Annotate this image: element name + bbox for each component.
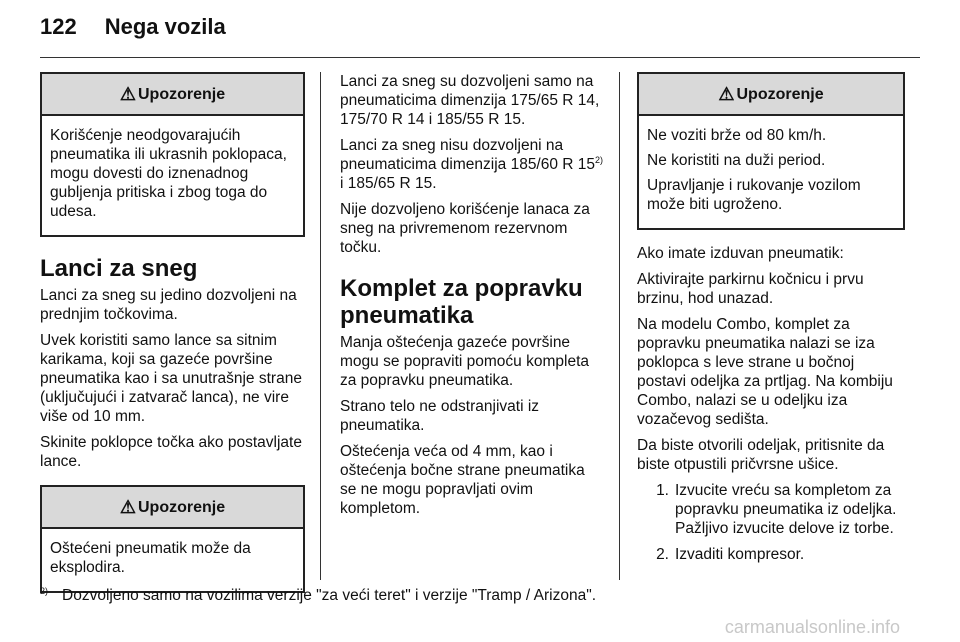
- paragraph: Aktivirajte parkirnu kočnicu i prvu brzinu, hod unazad.: [637, 271, 864, 307]
- list-item: [637, 481, 905, 538]
- section-heading: Komplet za popravku pneumatika: [340, 275, 583, 329]
- warning-box: [40, 72, 305, 237]
- warning-text: Ne koristiti na duži period.: [647, 152, 826, 169]
- footnote: [40, 587, 596, 605]
- step-number: 2.: [656, 546, 669, 563]
- footnote-text: Dozvoljeno samo na vozilima verzije "za veći teret" i verzije "Tramp / Arizona".: [62, 587, 597, 604]
- paragraph: Manja oštećenja gazeće površine mogu se popraviti pomoću kompleta za popravku pneumatika.: [340, 334, 589, 389]
- step-text: Izvaditi kompresor.: [675, 546, 805, 563]
- footnote-ref: 2): [595, 154, 604, 165]
- step-text: Izvucite vreću sa kompletom za popravku pneumatika iz odeljka. Pažljivo izvucite delove iz torbe.: [675, 482, 897, 537]
- warning-header: [639, 74, 903, 116]
- header-rule: [40, 57, 920, 58]
- warning-text: Oštećeni pneumatik može da eksplodira.: [50, 540, 251, 576]
- column-2: [340, 72, 605, 525]
- warning-triangle-icon: ⚠: [119, 496, 136, 517]
- warning-header: [42, 74, 303, 116]
- paragraph: Ako imate izduvan pneumatik:: [637, 245, 844, 262]
- paragraph: Skinite poklopce točka ako postavljate lance.: [40, 434, 302, 470]
- steps-list: [637, 481, 905, 564]
- warning-box: [40, 485, 305, 593]
- footnote-mark: 2): [40, 585, 49, 596]
- warning-text: Ne voziti brže od 80 km/h.: [647, 127, 827, 144]
- column-1: [40, 72, 305, 607]
- warning-title: Upozorenje: [138, 85, 226, 103]
- paragraph: Lanci za sneg su jedino dozvoljeni na prednjim točkovima.: [40, 287, 297, 323]
- warning-triangle-icon: ⚠: [119, 83, 136, 104]
- page-number: 122: [40, 14, 77, 39]
- paragraph: Da biste otvorili odeljak, pritisnite da biste otpustili pričvrsne ušice.: [637, 437, 885, 473]
- column-3: [637, 72, 905, 571]
- page-title: Nega vozila: [104, 14, 226, 39]
- text-span: i 185/65 R 15.: [340, 175, 437, 192]
- watermark: carmanualsonline.info: [724, 617, 900, 637]
- paragraph: Uvek koristiti samo lance sa sitnim karikama, koji sa gazeće površine pneumatika kao i sa unutrašnje strane (uključujući i zatvarač lanca), ne vire više od 10 mm.: [40, 332, 302, 425]
- paragraph: Strano telo ne odstranjivati iz pneumatika.: [340, 398, 540, 434]
- section-heading: Lanci za sneg: [40, 255, 198, 282]
- warning-title: Upozorenje: [736, 85, 824, 103]
- warning-text: Upravljanje i rukovanje vozilom može biti ugroženo.: [647, 177, 861, 213]
- warning-header: [42, 487, 303, 529]
- text-span: Lanci za sneg nisu dozvoljeni na pneumaticima dimenzija 185/60 R 15: [340, 137, 596, 173]
- page-header: [40, 14, 226, 40]
- paragraph: Lanci za sneg su dozvoljeni samo na pneumaticima dimenzija 175/65 R 14, 175/70 R 14 i 185/55 R 15.: [340, 73, 600, 128]
- warning-title: Upozorenje: [138, 498, 226, 516]
- warning-text: Korišćenje neodgovarajućih pneumatika ili ukrasnih poklopaca, mogu dovesti do iznenadnog gubljenja pritiska i zbog toga do udesa.: [50, 127, 287, 220]
- column-divider: [320, 72, 321, 580]
- paragraph: Oštećenja veća od 4 mm, kao i oštećenja bočne strane pneumatika se ne mogu popravljati ovim kompletom.: [340, 443, 585, 517]
- paragraph: Na modelu Combo, komplet za popravku pneumatika nalazi se iza poklopca s leve strane u bočnoj postavi odeljka za prtljag. Na kombiju Combo, nalazi se u odeljku iza vozačevog sedišta.: [637, 316, 893, 428]
- paragraph: Nije dozvoljeno korišćenje lanaca za sneg na privremenom rezervnom točku.: [340, 201, 590, 256]
- column-divider: [619, 72, 620, 580]
- paragraph: [340, 136, 605, 193]
- warning-box: [637, 72, 905, 230]
- step-number: 1.: [656, 482, 669, 499]
- list-item: [637, 545, 905, 564]
- warning-triangle-icon: ⚠: [718, 83, 735, 104]
